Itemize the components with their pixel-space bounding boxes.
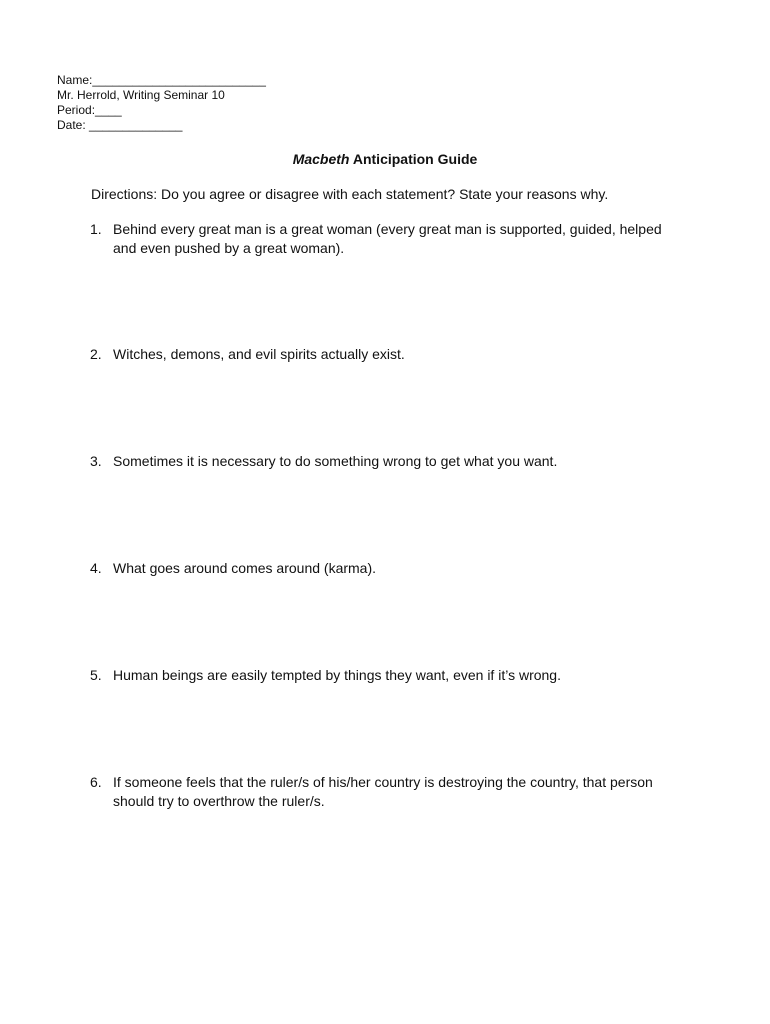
statement-3 [90, 452, 670, 471]
title-rest: Anticipation Guide [349, 151, 478, 167]
name-line: Name:__________________________ [57, 73, 266, 87]
statement-text: Witches, demons, and evil spirits actually exist. [113, 346, 405, 362]
statement-number: 5. [90, 667, 102, 683]
statement-text: Sometimes it is necessary to do something wrong to get what you want. [113, 453, 558, 469]
statement-number: 1. [90, 221, 102, 237]
statement-number: 4. [90, 560, 102, 576]
statement-number: 2. [90, 346, 102, 362]
statement-number: 6. [90, 774, 102, 790]
page-title [0, 150, 770, 168]
statement-1 [90, 220, 670, 258]
statement-2 [90, 345, 670, 364]
statement-number: 3. [90, 453, 102, 469]
statement-text: What goes around comes around (karma). [113, 560, 377, 576]
statement-6 [90, 773, 670, 811]
statement-text: Behind every great man is a great woman (every great man is supported, guided, helped and even pushed by a great woman). [113, 221, 662, 256]
teacher-line: Mr. Herrold, Writing Seminar 10 [57, 88, 225, 102]
statement-5 [90, 666, 670, 685]
student-info-header [57, 73, 266, 133]
statement-4 [90, 559, 670, 578]
directions: Directions: Do you agree or disagree with each statement? State your reasons why. [91, 186, 609, 202]
statement-text: If someone feels that the ruler/s of his/her country is destroying the country, that person should try to overthrow the ruler/s. [113, 774, 653, 809]
date-line: Date: ______________ [57, 118, 183, 132]
period-line: Period:____ [57, 103, 122, 117]
statement-text: Human beings are easily tempted by things they want, even if it’s wrong. [113, 667, 561, 683]
title-italic: Macbeth [292, 151, 350, 167]
